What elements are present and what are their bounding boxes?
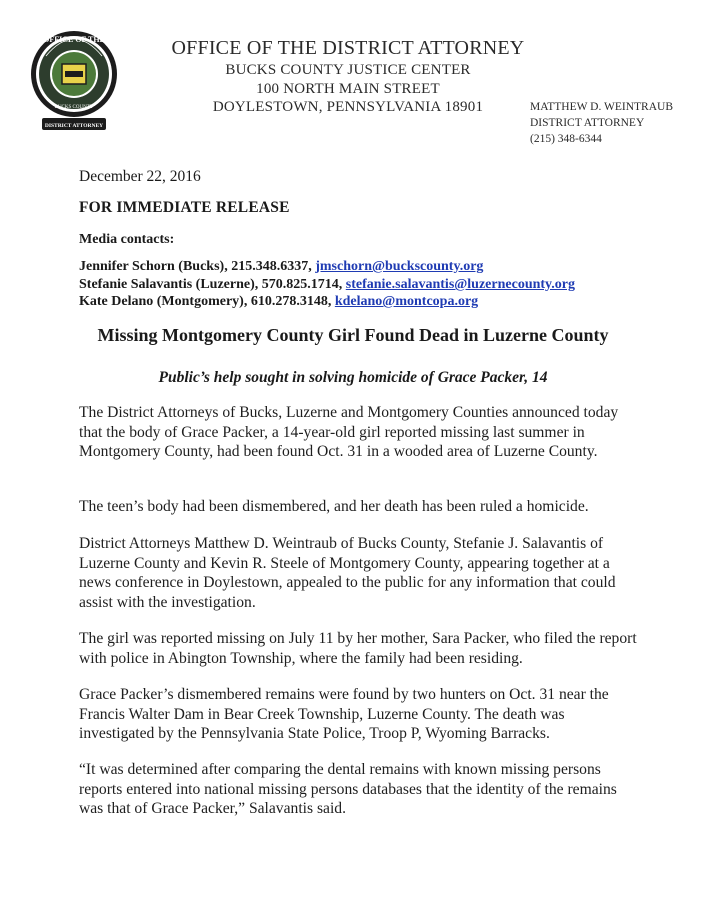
subheadline: Public’s help sought in solving homicide of Grace Packer, 14	[158, 369, 548, 386]
body-paragraph: The District Attorneys of Bucks, Luzerne and Montgomery Counties announced today that the body of Grace Packer, a 14-year-old girl reported missing last summer in Montgomery County, had been found Oct. 31 in a wooded area of Luzerne County.	[79, 404, 619, 460]
contact-line	[79, 259, 483, 275]
release-label: FOR IMMEDIATE RELEASE	[79, 199, 290, 216]
contact-line	[79, 277, 575, 293]
office-title: OFFICE OF THE DISTRICT ATTORNEY	[171, 37, 525, 59]
contact-text: Kate Delano (Montgomery), 610.278.3148,	[79, 294, 335, 309]
contact-line	[79, 294, 478, 310]
address-line-1: BUCKS COUNTY JUSTICE CENTER	[225, 62, 471, 78]
seal-banner-text: DISTRICT ATTORNEY	[44, 123, 104, 129]
da-phone: (215) 348-6344	[530, 133, 602, 145]
address-line-2: 100 NORTH MAIN STREET	[256, 81, 440, 97]
body-paragraph: “It was determined after comparing the dental remains with known missing persons reports entered into national missing persons databases that the identity of the remains was that of Grace Packer,” Salavantis said.	[79, 761, 617, 817]
address-line-3: DOYLESTOWN, PENNSYLVANIA 18901	[212, 99, 484, 115]
contact-email-link[interactable]: kdelano@montcopa.org	[334, 294, 479, 309]
media-contacts-label: Media contacts:	[79, 232, 175, 247]
body-paragraph: District Attorneys Matthew D. Weintraub of Bucks County, Stefanie J. Salavantis of Luzerne County and Kevin R. Steele of Montgomery County, appearing together at a news conference in Doylestown, appealed to the public for any information that could assist with the investigation.	[79, 535, 616, 611]
contact-text: Stefanie Salavantis (Luzerne), 570.825.1714,	[79, 277, 346, 292]
body-paragraph: The teen’s body had been dismembered, and her death has been ruled a homicide.	[79, 498, 589, 515]
release-date: December 22, 2016	[79, 168, 201, 185]
da-title: DISTRICT ATTORNEY	[530, 117, 645, 129]
contact-email-link[interactable]: stefanie.salavantis@luzernecounty.org	[345, 277, 575, 292]
headline: Missing Montgomery County Girl Found Dead in Luzerne County	[97, 325, 609, 345]
contact-email-link[interactable]: jmschorn@buckscounty.org	[315, 259, 484, 274]
body-paragraph: Grace Packer’s dismembered remains were found by two hunters on Oct. 31 near the Francis Walter Dam in Bear Creek Township, Luzerne County. The death was investigated by the Pennsylvania State Police, Troop P, Wyoming Barracks.	[79, 686, 609, 742]
seal-top-text: OFFICE OF THE	[43, 35, 105, 44]
district-attorney-block	[530, 99, 673, 147]
seal-bottom-text: BUCKS COUNTY	[54, 105, 94, 110]
contact-text: Jennifer Schorn (Bucks), 215.348.6337,	[79, 259, 316, 274]
da-name: MATTHEW D. WEINTRAUB	[530, 101, 673, 113]
district-attorney-seal-logo	[28, 26, 120, 134]
body-paragraph: The girl was reported missing on July 11 by her mother, Sara Packer, who filed the report with police in Abington Township, where the family had been residing.	[79, 630, 637, 667]
